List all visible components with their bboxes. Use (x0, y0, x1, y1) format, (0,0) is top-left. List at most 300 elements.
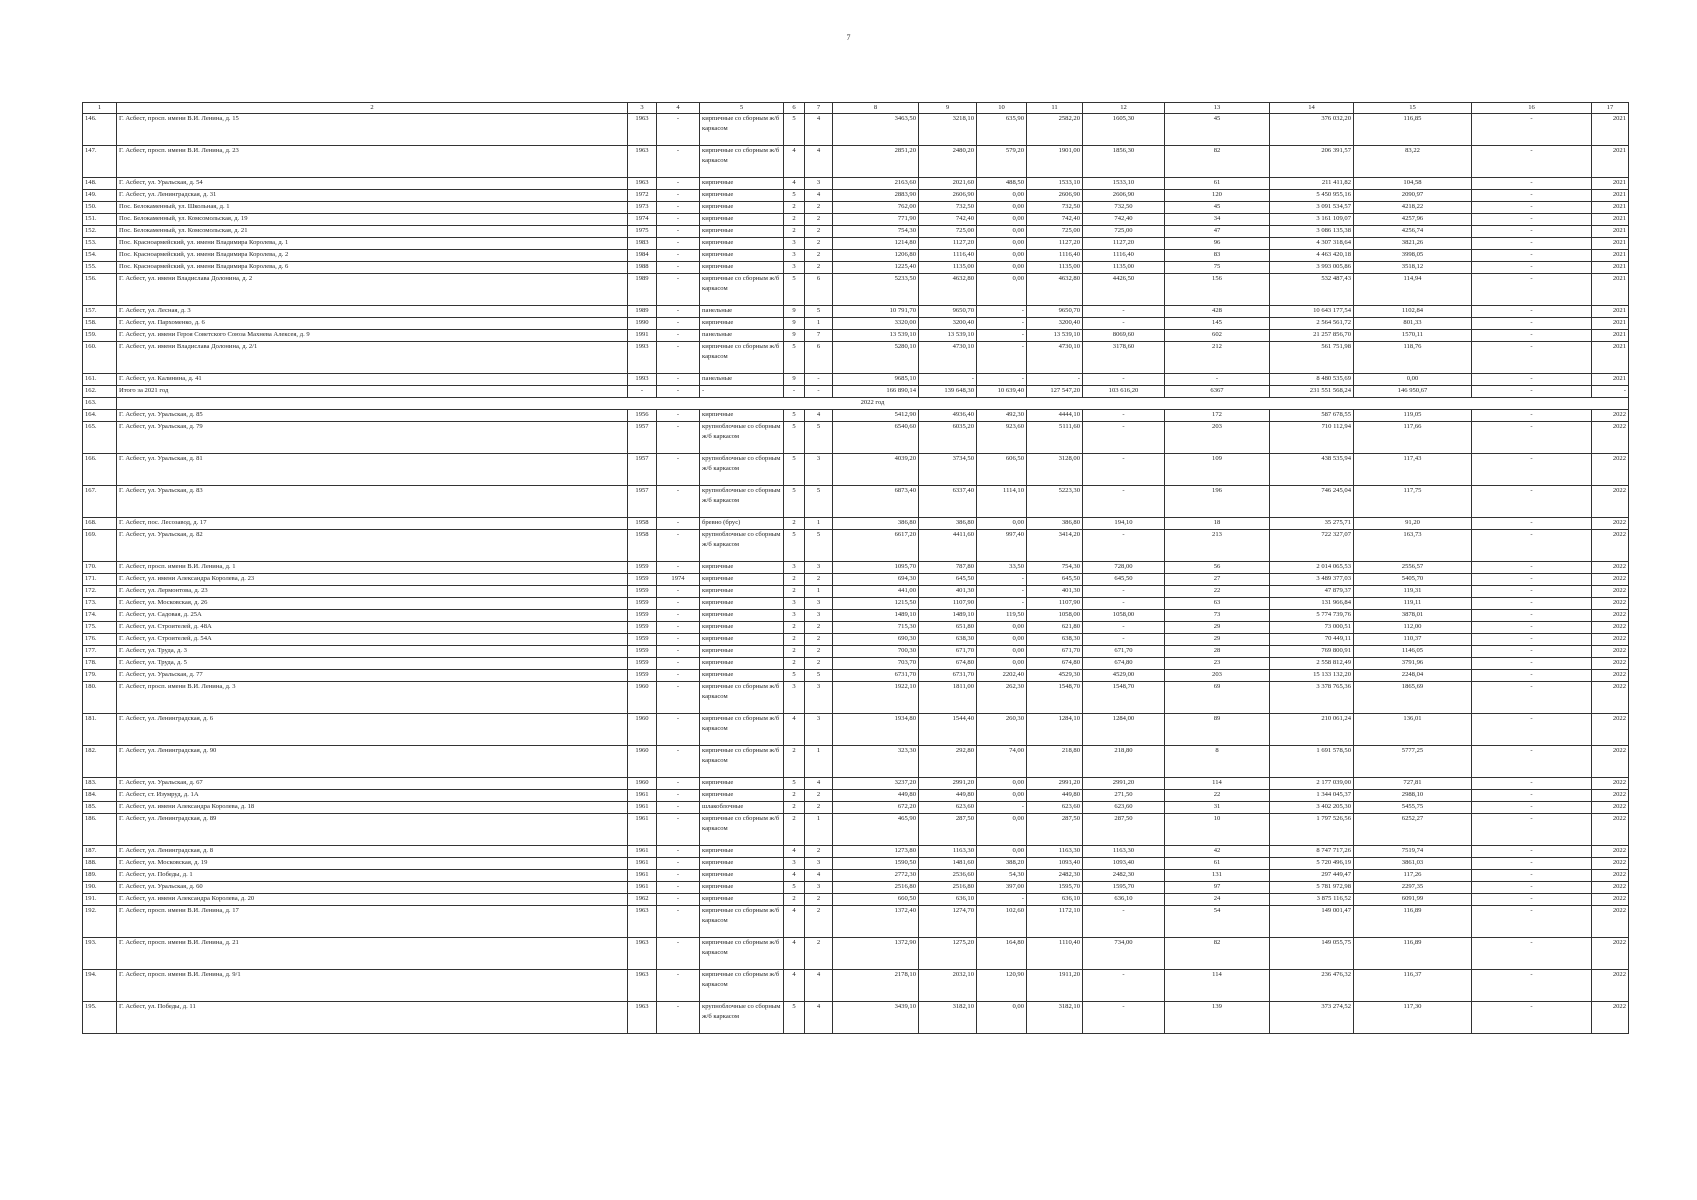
total-area: 1214,80 (833, 238, 919, 250)
residential-area: 1107,90 (1027, 598, 1083, 610)
cost-total: 297 449,47 (1270, 870, 1354, 882)
residential-area: 725,00 (1027, 226, 1083, 238)
cost-total: 746 245,04 (1270, 486, 1354, 518)
nonliving-area: 997,40 (977, 530, 1027, 562)
cost-per-sqm: 117,75 (1354, 486, 1472, 518)
floors: 5 (784, 410, 805, 422)
cost-total: 3 161 109,07 (1270, 214, 1354, 226)
year-built: 1984 (628, 250, 657, 262)
plan-year: 2022 (1592, 802, 1629, 814)
cost-total: 211 411,82 (1270, 178, 1354, 190)
living-area: 2021,60 (919, 178, 977, 190)
total-area: 10 791,70 (833, 306, 919, 318)
residents: 96 (1165, 238, 1270, 250)
year-renovated: 1974 (657, 574, 700, 586)
year-renovated: - (657, 238, 700, 250)
cost-per-sqm: 119,05 (1354, 410, 1472, 422)
wall-material: кирпичные (700, 410, 784, 422)
total-area: 700,30 (833, 646, 919, 658)
year-renovated: - (657, 894, 700, 906)
living-area: 1811,00 (919, 682, 977, 714)
cost-other: - (1472, 622, 1592, 634)
cost-total: 149 055,75 (1270, 938, 1354, 970)
entrances: 5 (805, 306, 833, 318)
living-area: 1135,00 (919, 262, 977, 274)
year-built: 1989 (628, 274, 657, 306)
residential-area: 1135,00 (1027, 262, 1083, 274)
residents: 114 (1165, 970, 1270, 1002)
residential-area: 636,10 (1027, 894, 1083, 906)
floors: 4 (784, 146, 805, 178)
cost-other: - (1472, 114, 1592, 146)
living-area: 287,50 (919, 814, 977, 846)
municipal-area: 725,00 (1083, 226, 1165, 238)
wall-material: - (700, 386, 784, 398)
cost-total: 2 177 039,00 (1270, 778, 1354, 790)
floors: 5 (784, 530, 805, 562)
plan-year: 2022 (1592, 906, 1629, 938)
living-area: 449,80 (919, 790, 977, 802)
living-area: 1274,70 (919, 906, 977, 938)
residential-area: 3200,40 (1027, 318, 1083, 330)
header-cell: 9 (919, 103, 977, 114)
table-row (83, 610, 1629, 622)
cost-per-sqm: 4256,74 (1354, 226, 1472, 238)
wall-material: крупноблочные со сборным ж/б каркасом (700, 422, 784, 454)
nonliving-area: - (977, 374, 1027, 386)
residents: 145 (1165, 318, 1270, 330)
cost-total: 210 061,24 (1270, 714, 1354, 746)
plan-year: 2022 (1592, 518, 1629, 530)
cost-total: 8 747 717,26 (1270, 846, 1354, 858)
municipal-area: 2606,90 (1083, 190, 1165, 202)
year-built: 1961 (628, 870, 657, 882)
row-number: 151. (83, 214, 117, 226)
cost-total: 2 014 065,53 (1270, 562, 1354, 574)
entrances: 2 (805, 846, 833, 858)
year-renovated: - (657, 670, 700, 682)
floors: 5 (784, 342, 805, 374)
address: Г. Асбест, просп. имени В.И. Ленина, д. 17 (117, 906, 628, 938)
total-area: 6617,20 (833, 530, 919, 562)
residential-area: 1911,20 (1027, 970, 1083, 1002)
cost-per-sqm: 112,00 (1354, 622, 1472, 634)
plan-year: 2021 (1592, 190, 1629, 202)
wall-material: крупноблочные со сборным ж/б каркасом (700, 1002, 784, 1034)
cost-other: - (1472, 214, 1592, 226)
residents: 109 (1165, 454, 1270, 486)
residents: 89 (1165, 714, 1270, 746)
cost-per-sqm: 3821,26 (1354, 238, 1472, 250)
row-number: 191. (83, 894, 117, 906)
plan-year: 2021 (1592, 250, 1629, 262)
nonliving-area: 0,00 (977, 202, 1027, 214)
cost-total: 3 378 765,36 (1270, 682, 1354, 714)
cost-other: - (1472, 870, 1592, 882)
total-area: 1489,10 (833, 610, 919, 622)
nonliving-area: 102,60 (977, 906, 1027, 938)
plan-year: 2021 (1592, 202, 1629, 214)
cost-other: - (1472, 454, 1592, 486)
residents: 82 (1165, 938, 1270, 970)
municipal-area: 1595,70 (1083, 882, 1165, 894)
total-area: 4039,20 (833, 454, 919, 486)
plan-year: 2022 (1592, 598, 1629, 610)
plan-year: 2021 (1592, 226, 1629, 238)
year-built: 1956 (628, 410, 657, 422)
total-area: 1206,80 (833, 250, 919, 262)
entrances: 3 (805, 682, 833, 714)
year-renovated: - (657, 598, 700, 610)
cost-other: - (1472, 970, 1592, 1002)
cost-other: - (1472, 714, 1592, 746)
cost-per-sqm: 1146,05 (1354, 646, 1472, 658)
plan-year: 2021 (1592, 274, 1629, 306)
year-renovated: - (657, 746, 700, 778)
address: Г. Асбест, ул. имени Александра Королева, д. 18 (117, 802, 628, 814)
residents: 203 (1165, 422, 1270, 454)
cost-per-sqm: 119,31 (1354, 586, 1472, 598)
row-number: 170. (83, 562, 117, 574)
floors: 9 (784, 306, 805, 318)
address: Г. Асбест, ул. Калинина, д. 41 (117, 374, 628, 386)
year-renovated: - (657, 226, 700, 238)
cost-total: 1 797 526,56 (1270, 814, 1354, 846)
row-number: 185. (83, 802, 117, 814)
living-area: 1489,10 (919, 610, 977, 622)
residents: - (1165, 374, 1270, 386)
row-number: 169. (83, 530, 117, 562)
plan-year: 2022 (1592, 894, 1629, 906)
nonliving-area: 397,00 (977, 882, 1027, 894)
plan-year: 2022 (1592, 970, 1629, 1002)
nonliving-area: 0,00 (977, 634, 1027, 646)
residents: 29 (1165, 622, 1270, 634)
residents: 120 (1165, 190, 1270, 202)
residents: 63 (1165, 598, 1270, 610)
cost-per-sqm: 1865,69 (1354, 682, 1472, 714)
municipal-area: 2482,30 (1083, 870, 1165, 882)
nonliving-area: 0,00 (977, 622, 1027, 634)
year-renovated: - (657, 374, 700, 386)
nonliving-area: 923,60 (977, 422, 1027, 454)
floors: 3 (784, 598, 805, 610)
row-number: 155. (83, 262, 117, 274)
residents: 34 (1165, 214, 1270, 226)
total-area: 1934,80 (833, 714, 919, 746)
wall-material: кирпичные (700, 214, 784, 226)
plan-year: 2022 (1592, 790, 1629, 802)
cost-per-sqm: 0,00 (1354, 374, 1472, 386)
plan-year: 2021 (1592, 214, 1629, 226)
wall-material: кирпичные (700, 646, 784, 658)
address: Г. Асбест, ул. имени Владислава Долонина, д. 2 (117, 274, 628, 306)
floors: 2 (784, 790, 805, 802)
cost-total: 47 879,37 (1270, 586, 1354, 598)
row-number: 192. (83, 906, 117, 938)
year-renovated: - (657, 790, 700, 802)
wall-material: кирпичные (700, 658, 784, 670)
plan-year: 2022 (1592, 858, 1629, 870)
total-area: 3237,20 (833, 778, 919, 790)
cost-total: 1 344 045,37 (1270, 790, 1354, 802)
year-renovated: - (657, 262, 700, 274)
address: Г. Асбест, ул. имени Владислава Долонина, д. 2/1 (117, 342, 628, 374)
living-area: 2480,20 (919, 146, 977, 178)
cost-total: 236 476,32 (1270, 970, 1354, 1002)
row-number: 187. (83, 846, 117, 858)
table-row (83, 574, 1629, 586)
residential-area: 1093,40 (1027, 858, 1083, 870)
nonliving-area: - (977, 574, 1027, 586)
year-built: 1990 (628, 318, 657, 330)
cost-total: 2 558 812,49 (1270, 658, 1354, 670)
row-number: 149. (83, 190, 117, 202)
floors: 3 (784, 262, 805, 274)
nonliving-area: 119,50 (977, 610, 1027, 622)
table-row (83, 250, 1629, 262)
living-area: 4632,80 (919, 274, 977, 306)
floors: 5 (784, 778, 805, 790)
cost-other: - (1472, 178, 1592, 190)
row-number: 150. (83, 202, 117, 214)
residents: 97 (1165, 882, 1270, 894)
year-renovated: - (657, 802, 700, 814)
nonliving-area: 488,50 (977, 178, 1027, 190)
table-row (83, 906, 1629, 938)
cost-other: - (1472, 146, 1592, 178)
year-renovated: - (657, 518, 700, 530)
cost-per-sqm: 2090,97 (1354, 190, 1472, 202)
living-area: 292,80 (919, 746, 977, 778)
entrances: 3 (805, 454, 833, 486)
nonliving-area: 0,00 (977, 778, 1027, 790)
floors: 5 (784, 670, 805, 682)
cost-total: 15 133 132,20 (1270, 670, 1354, 682)
year-built: 1959 (628, 670, 657, 682)
municipal-area: - (1083, 634, 1165, 646)
living-area: 1275,20 (919, 938, 977, 970)
municipal-area: - (1083, 410, 1165, 422)
cost-per-sqm: 114,94 (1354, 274, 1472, 306)
living-area: 6337,40 (919, 486, 977, 518)
year-built: 1960 (628, 778, 657, 790)
table-row (83, 178, 1629, 190)
cost-per-sqm: 2556,57 (1354, 562, 1472, 574)
municipal-area: 623,60 (1083, 802, 1165, 814)
address: Г. Асбест, ул. Строителей, д. 54А (117, 634, 628, 646)
cost-per-sqm: 136,01 (1354, 714, 1472, 746)
year-renovated: - (657, 114, 700, 146)
table-row (83, 814, 1629, 846)
residents: 213 (1165, 530, 1270, 562)
year-built: 1959 (628, 574, 657, 586)
total-area: 1372,90 (833, 938, 919, 970)
year-built: 1991 (628, 330, 657, 342)
municipal-area: 728,00 (1083, 562, 1165, 574)
floors: 2 (784, 634, 805, 646)
floors: 4 (784, 906, 805, 938)
cost-total: 231 551 568,24 (1270, 386, 1354, 398)
nonliving-area: 260,30 (977, 714, 1027, 746)
year-renovated: - (657, 610, 700, 622)
living-area: 13 539,10 (919, 330, 977, 342)
floors: 5 (784, 1002, 805, 1034)
year-renovated: - (657, 146, 700, 178)
wall-material: кирпичные со сборным ж/б каркасом (700, 114, 784, 146)
floors: 5 (784, 114, 805, 146)
wall-material: кирпичные со сборным ж/б каркасом (700, 714, 784, 746)
total-area: 1095,70 (833, 562, 919, 574)
floors: 3 (784, 238, 805, 250)
total-area: 762,00 (833, 202, 919, 214)
floors: 4 (784, 846, 805, 858)
floors: 3 (784, 610, 805, 622)
year-built: 1993 (628, 342, 657, 374)
floors: 3 (784, 858, 805, 870)
row-number: 148. (83, 178, 117, 190)
address: Г. Асбест, пос. Лесозавод, д. 17 (117, 518, 628, 530)
wall-material: панельные (700, 374, 784, 386)
municipal-area: 734,00 (1083, 938, 1165, 970)
wall-material: крупноблочные со сборным ж/б каркасом (700, 486, 784, 518)
residential-area: 623,60 (1027, 802, 1083, 814)
cost-total: 5 720 496,19 (1270, 858, 1354, 870)
row-number: 176. (83, 634, 117, 646)
living-area: - (919, 374, 977, 386)
total-area: 6731,70 (833, 670, 919, 682)
year-renovated: - (657, 410, 700, 422)
year-built: 1989 (628, 306, 657, 318)
plan-year: 2022 (1592, 1002, 1629, 1034)
entrances: 2 (805, 658, 833, 670)
address: Г. Асбест, ул. Лесная, д. 3 (117, 306, 628, 318)
municipal-area: 4529,00 (1083, 670, 1165, 682)
residents: 45 (1165, 114, 1270, 146)
plan-year: 2022 (1592, 422, 1629, 454)
residential-area: 2991,20 (1027, 778, 1083, 790)
row-number: 175. (83, 622, 117, 634)
wall-material: бревно (брус) (700, 518, 784, 530)
municipal-area: - (1083, 422, 1165, 454)
residents: 23 (1165, 658, 1270, 670)
residents: 47 (1165, 226, 1270, 238)
year-renovated: - (657, 714, 700, 746)
year-built: 1988 (628, 262, 657, 274)
row-number: 182. (83, 746, 117, 778)
residential-area: 9650,70 (1027, 306, 1083, 318)
year-renovated: - (657, 250, 700, 262)
residential-area: 4632,80 (1027, 274, 1083, 306)
wall-material: кирпичные (700, 586, 784, 598)
total-area: 771,90 (833, 214, 919, 226)
living-area: 4411,60 (919, 530, 977, 562)
address: Пос. Красноармейский, ул. имени Владимира Королева, д. 1 (117, 238, 628, 250)
floors: 2 (784, 746, 805, 778)
municipal-area: 674,80 (1083, 658, 1165, 670)
nonliving-area: 164,80 (977, 938, 1027, 970)
table-row (83, 454, 1629, 486)
cost-total: 4 463 420,18 (1270, 250, 1354, 262)
entrances: 3 (805, 882, 833, 894)
row-number: 179. (83, 670, 117, 682)
municipal-area: 3178,60 (1083, 342, 1165, 374)
cost-other: - (1472, 658, 1592, 670)
row-number: 178. (83, 658, 117, 670)
year-built: 1963 (628, 178, 657, 190)
wall-material: кирпичные со сборным ж/б каркасом (700, 274, 784, 306)
cost-per-sqm: 4257,96 (1354, 214, 1472, 226)
living-area: 2606,90 (919, 190, 977, 202)
cost-per-sqm: 6252,27 (1354, 814, 1472, 846)
year-renovated: - (657, 682, 700, 714)
address: Г. Асбест, просп. имени В.И. Ленина, д. 23 (117, 146, 628, 178)
floors: 4 (784, 714, 805, 746)
living-area: 651,80 (919, 622, 977, 634)
cost-total: 373 274,52 (1270, 1002, 1354, 1034)
municipal-area: - (1083, 906, 1165, 938)
address: Пос. Белокаменный, ул. Комсомольская, д. 21 (117, 226, 628, 238)
header-cell: 4 (657, 103, 700, 114)
residential-area: 449,80 (1027, 790, 1083, 802)
cost-total: 206 391,57 (1270, 146, 1354, 178)
nonliving-area: 33,50 (977, 562, 1027, 574)
municipal-area: 4426,50 (1083, 274, 1165, 306)
wall-material: кирпичные (700, 790, 784, 802)
plan-year: 2021 (1592, 146, 1629, 178)
address: Г. Асбест, ул. Уральская, д. 81 (117, 454, 628, 486)
table-row (83, 882, 1629, 894)
cost-total: 35 275,71 (1270, 518, 1354, 530)
floors: 2 (784, 894, 805, 906)
cost-other: - (1472, 574, 1592, 586)
year-renovated: - (657, 422, 700, 454)
year-built: 1959 (628, 562, 657, 574)
nonliving-area: 0,00 (977, 238, 1027, 250)
cost-per-sqm: 146 950,67 (1354, 386, 1472, 398)
total-area: 1273,80 (833, 846, 919, 858)
residents: 131 (1165, 870, 1270, 882)
living-area: 2032,10 (919, 970, 977, 1002)
table-row (83, 1002, 1629, 1034)
entrances: 4 (805, 1002, 833, 1034)
floors: 2 (784, 814, 805, 846)
total-area: 449,80 (833, 790, 919, 802)
total-area: 9685,10 (833, 374, 919, 386)
nonliving-area: - (977, 802, 1027, 814)
floors: 2 (784, 586, 805, 598)
row-number: 190. (83, 882, 117, 894)
total-area: 1590,50 (833, 858, 919, 870)
residential-area: 742,40 (1027, 214, 1083, 226)
row-number: 164. (83, 410, 117, 422)
nonliving-area: 0,00 (977, 658, 1027, 670)
total-area: 323,30 (833, 746, 919, 778)
row-number: 189. (83, 870, 117, 882)
entrances: 2 (805, 938, 833, 970)
living-area: 6035,20 (919, 422, 977, 454)
total-area: 715,30 (833, 622, 919, 634)
entrances: 5 (805, 670, 833, 682)
floors: 3 (784, 562, 805, 574)
living-area: 1544,40 (919, 714, 977, 746)
cost-per-sqm: 2248,04 (1354, 670, 1472, 682)
cost-per-sqm: 110,37 (1354, 634, 1472, 646)
cost-other: - (1472, 330, 1592, 342)
table-row (83, 682, 1629, 714)
floors: 2 (784, 226, 805, 238)
residents: 69 (1165, 682, 1270, 714)
